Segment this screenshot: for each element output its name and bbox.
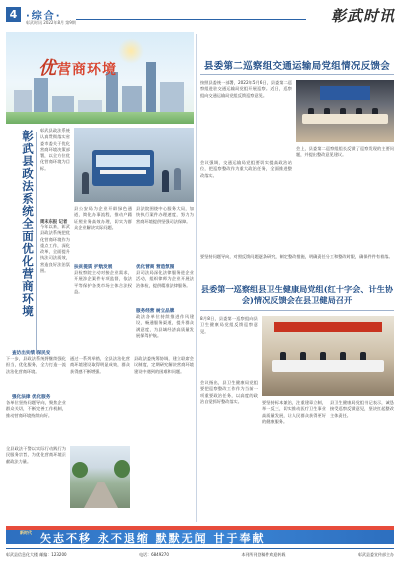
paragraph: 会上，县委第二巡察组组长反馈了巡察发现的主要问题，并提出整改意见建议。 [296,146,394,158]
paragraph: 县卫生健康局党组书记表示，诚恳接受巡察反馈意见，坚决扛起整改主体责任。 [330,400,394,418]
building [34,78,48,112]
masthead [6,5,395,29]
paragraph: 县政法委统筹协调，建立联席会议制度，定期研究解决营商环境建设中遇到的困难和问题。 [134,356,194,374]
paragraph: 县司法局深化法律服务进企业活动，组织律师为企业开展法治体检，提供精准法律服务。 [136,270,194,288]
byline: 周末东报 记者 [40,220,68,225]
section-label: ·综合· [26,11,62,22]
headline-rule [200,74,394,75]
paragraph: 8月8日，县委第一巡察组向县卫生健康局党组反馈巡察意见。 [200,316,258,334]
meeting-table [272,360,384,372]
banner-title-text: 营商环境 [57,62,117,78]
person [174,168,181,190]
slogan-text: 矢志不移 永不退缩 默默无闻 甘于奉献 [40,532,266,544]
right-stories [200,32,394,527]
dateline: 彰武时讯 2022年8月 第9期 [26,20,76,25]
bus-banner [100,170,146,174]
business-environment-banner [6,32,194,124]
headline-rule [200,310,394,311]
subhead: 强化法律 优化服务 [12,395,51,400]
paragraph: 会议强调，交通运输局党组要切实提高政治站位，把巡察整改作为重大政治任务，全面推进整改落实。 [200,160,292,178]
attendee [360,352,366,360]
paragraph: 全县政法干警以实际行动践行为民服务宗旨，为优化营商环境贡献政法力量。 [6,446,66,464]
health-meeting-photo [262,316,394,396]
paper-name-logo: 彰武时讯 [330,7,395,25]
subhead: 优化营商 营造氛围 [136,265,175,270]
page-number: 4 [6,7,21,22]
headline-inspection-health: 县委第一巡察组县卫生健康局党组(红十字会、计生协会)情况反馈会在县卫健局召开 [200,284,394,305]
attendee [280,352,286,360]
building [160,82,184,112]
slogan-prefix: 新时代 [20,530,32,535]
paragraph: 县公安局为企业开辟绿色通道，简化办事流程，推动户籍证照业务高效办理，切实为群众企业解决实际问题。 [74,206,132,230]
meeting-photo [296,80,394,142]
paragraph: 各单位坚持问题导向，聚焦企业群众关切，不断完善工作机制，推动营商环境持续向好。 [6,400,66,418]
paragraph: 要坚持问题导向，对照反馈问题逐条研究，制定整改措施，明确责任分工和整改时限，确保件件有着落。 [200,254,393,259]
footer-contact: 彰武县委宣传部主办 [357,552,394,557]
building [146,62,156,112]
masthead-rule [76,19,306,20]
meeting-banner [274,322,382,332]
building [14,90,32,112]
ground [6,112,194,124]
paragraph: 通过一系列举措，全县法治化营商环境建设取得明显成效，群众获得感不断增强。 [70,356,130,374]
headline-inspection-transport: 县委第二巡察组交通运输局党组情况反馈会 [203,61,391,72]
banner-title [38,54,117,80]
left-story [6,32,194,527]
road [84,482,118,508]
tree [114,460,130,478]
street-photo [70,446,130,508]
paragraph: 县法院围绕中心服务大局，加快执行案件办理速度，努力为营商环境提供坚强司法保障。 [136,206,194,224]
building [78,100,102,112]
paragraph: 下一步，县政法系统将继续强化担当，优化服务，全力打造一流法治化营商环境。 [6,356,66,374]
projection-screen [320,86,370,100]
headline-rule [36,132,37,354]
banner-title-prefix: 优 [38,58,57,79]
paragraph: 今年以来，彰武县政法系统把优化营商环境作为重点工作，深化改革，全面提升执法司法质效，营造良好法治氛围。 [40,224,70,274]
meeting-table [302,114,388,124]
bus-windows [96,155,150,167]
subhead: 查访出实绩 保民安 [12,351,51,356]
paragraph: 彰武县政法系统认真贯彻落实省委市委关于优化营商环境决策部署，以全方位优化营商环境为目标。 [40,128,70,171]
attendee [340,352,346,360]
footer-note: 本刊所刊登稿件欢迎转载 [241,552,286,557]
paragraph: 政法各单位持续推进作风建设，畅通服务渠道，提升群众满意度，为县域经济高质量发展保驾护航。 [136,314,194,338]
paragraph: 县检察院主动对接企业需求，开展涉企案件专项监督，依法平等保护各类市场主体合法权益。 [74,270,132,294]
attendee [320,352,326,360]
slogan-banner [6,526,394,544]
building [122,86,142,112]
building [52,96,74,112]
paragraph: 会议指出，县卫生健康局党组要把巡察整改工作作为当前一项重要政治任务，以高度的政治自觉抓好整改落实。 [200,380,258,404]
headline-vertical: 彰武县政法系统全面优化营商环境 [21,130,35,318]
footer [6,548,394,560]
footer-phone: 电话：6849270 [139,552,169,557]
paragraph: 按照县委统一部署，2022年5月6日，县委第二巡察组进驻交通运输局党组开展巡察。近日，巡察组向交通运输局党组反馈巡察意见。 [200,80,292,98]
footer-address: 彰武县信息化大楼 邮编：123200 [6,552,67,557]
person [162,170,169,192]
service-bus-photo [74,128,194,202]
sun-glow [118,38,144,64]
attendee [300,352,306,360]
paragraph: 要坚持标本兼治，注重建章立制，举一反三，切实推动医疗卫生事业高质量发展，让人民群众获得更好的健康服务。 [262,400,326,424]
tree [72,462,88,478]
subhead: 扶贫提质 护航发展 [74,265,113,270]
subhead: 服务经营 树立品牌 [136,309,175,314]
person [82,172,89,194]
column-divider [196,34,197,522]
